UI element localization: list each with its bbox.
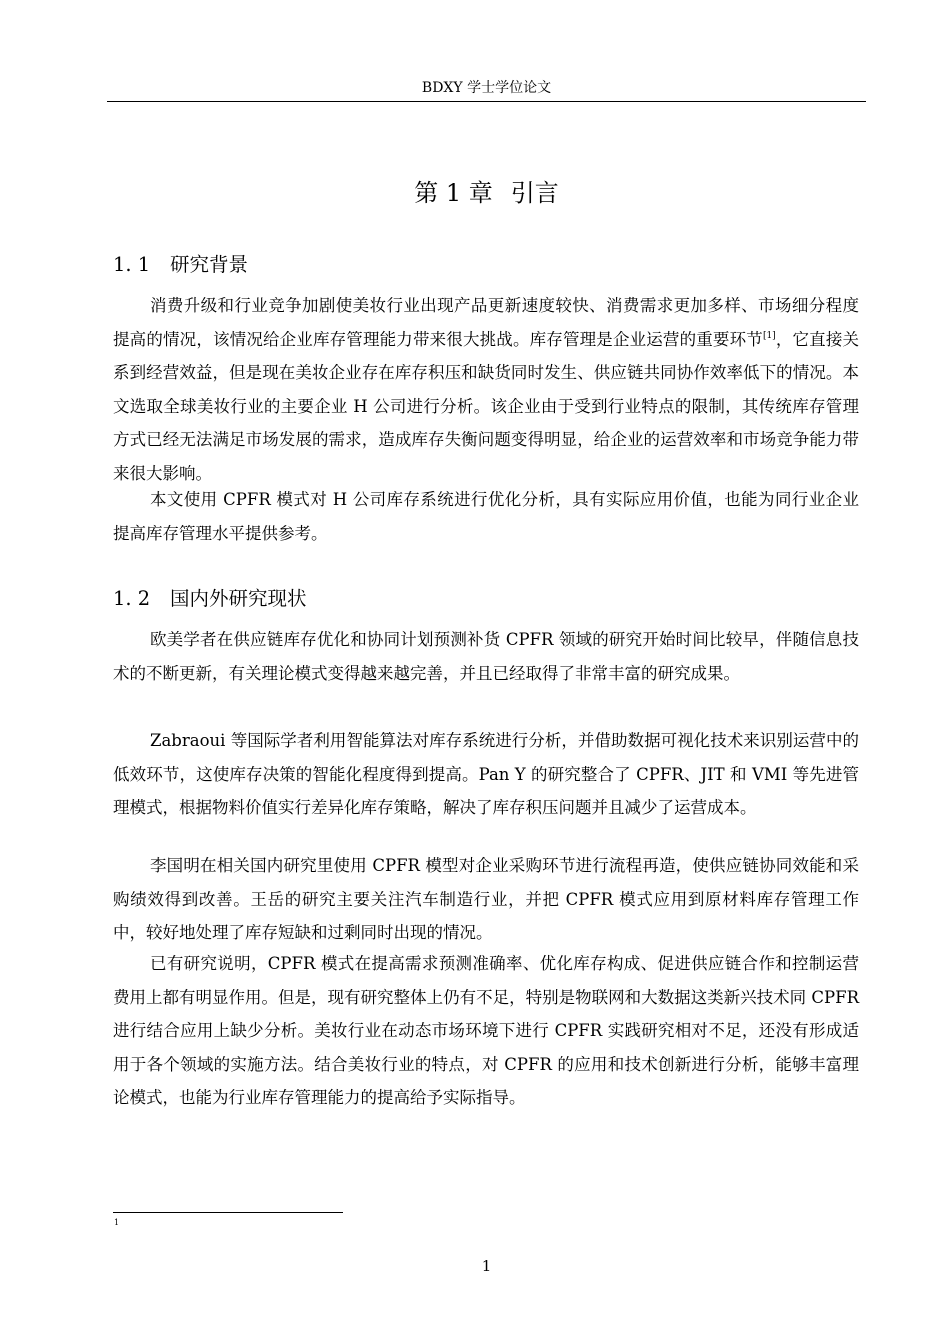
chapter-title (107, 175, 866, 211)
paragraph-status-2: Zabraoui 等国际学者利用智能算法对库存系统进行分析，并借助数据可视化技术来识别运营中的低效环节，这使库存决策的智能化程度得到提高。Pan Y 的研究整合了 CPFR、JIT 和 VMI 等先进管理模式，根据物料价值实行差异化库存策略，解决了库存积压问题并且减少了运营成本。 (113, 731, 859, 818)
paragraph-status-1: 欧美学者在供应链库存优化和协同计划预测补货 CPFR 领域的研究开始时间比较早，伴随信息技术的不断更新，有关理论模式变得越来越完善，并且已经取得了非常丰富的研究成果。 (113, 630, 859, 683)
header-rule (107, 101, 866, 102)
footnote-mark: 1 (114, 1218, 120, 1227)
chapter-name: 引言 (510, 179, 559, 207)
section-title-text: 国内外研究现状 (170, 587, 307, 610)
paragraph-text: 消费升级和行业竞争加剧使美妆行业出现产品更新速度较快、消费需求更加多样、市场细分程度提高的情况，该情况给企业库存管理能力带来很大挑战。库存管理是企业运营的重要环节 (113, 296, 859, 349)
citation-mark: [1] (762, 330, 776, 341)
section-heading-1-1 (113, 250, 248, 280)
paragraph-background-1 (113, 289, 859, 491)
chapter-number: 第 1 章 (414, 179, 493, 207)
footnote-rule (113, 1212, 343, 1213)
paragraph-status-4: 已有研究说明，CPFR 模式在提高需求预测准确率、优化库存构成、促进供应链合作和控制运营费用上都有明显作用。但是，现有研究整体上仍有不足，特别是物联网和大数据这类新兴技术同 CPFR 进行结合应用上缺少分析。美妆行业在动态市场环境下进行 CPFR 实践研究相对不足，还没有形成适用于各个领域的实施方法。结合美妆行业的特点，对 CPFR 的应用和技术创新进行分析，能够丰富理论模式，也能为行业库存管理能力的提高给予实际指导。 (113, 954, 859, 1108)
section-number: 1. 2 (113, 587, 151, 610)
section-heading-1-2 (113, 584, 307, 614)
page-number: 1 (481, 1257, 492, 1275)
section-number: 1. 1 (113, 253, 151, 276)
section-title-text: 研究背景 (170, 253, 249, 276)
paragraph-background-2: 本文使用 CPFR 模式对 H 公司库存系统进行优化分析，具有实际应用价值，也能为同行业企业提高库存管理水平提供参考。 (113, 490, 859, 543)
paragraph-text: ，它直接关系到经营效益，但是现在美妆企业存在库存积压和缺货同时发生、供应链共同协作效率低下的情况。本文选取全球美妆行业的主要企业 H 公司进行分析。该企业由于受到行业特点的限制，其传统库存管理方式已经无法满足市场发展的需求，造成库存失衡问题变得明显，给企业的运营效率和市场竞争能力带来很大影响。 (113, 329, 860, 483)
running-header: BDXY 学士学位论文 (421, 80, 552, 96)
paragraph-status-3: 李国明在相关国内研究里使用 CPFR 模型对企业采购环节进行流程再造，使供应链协同效能和采购绩效得到改善。王岳的研究主要关注汽车制造行业，并把 CPFR 模式应用到原材料库存管理工作中，较好地处理了库存短缺和过剩同时出现的情况。 (113, 856, 859, 943)
